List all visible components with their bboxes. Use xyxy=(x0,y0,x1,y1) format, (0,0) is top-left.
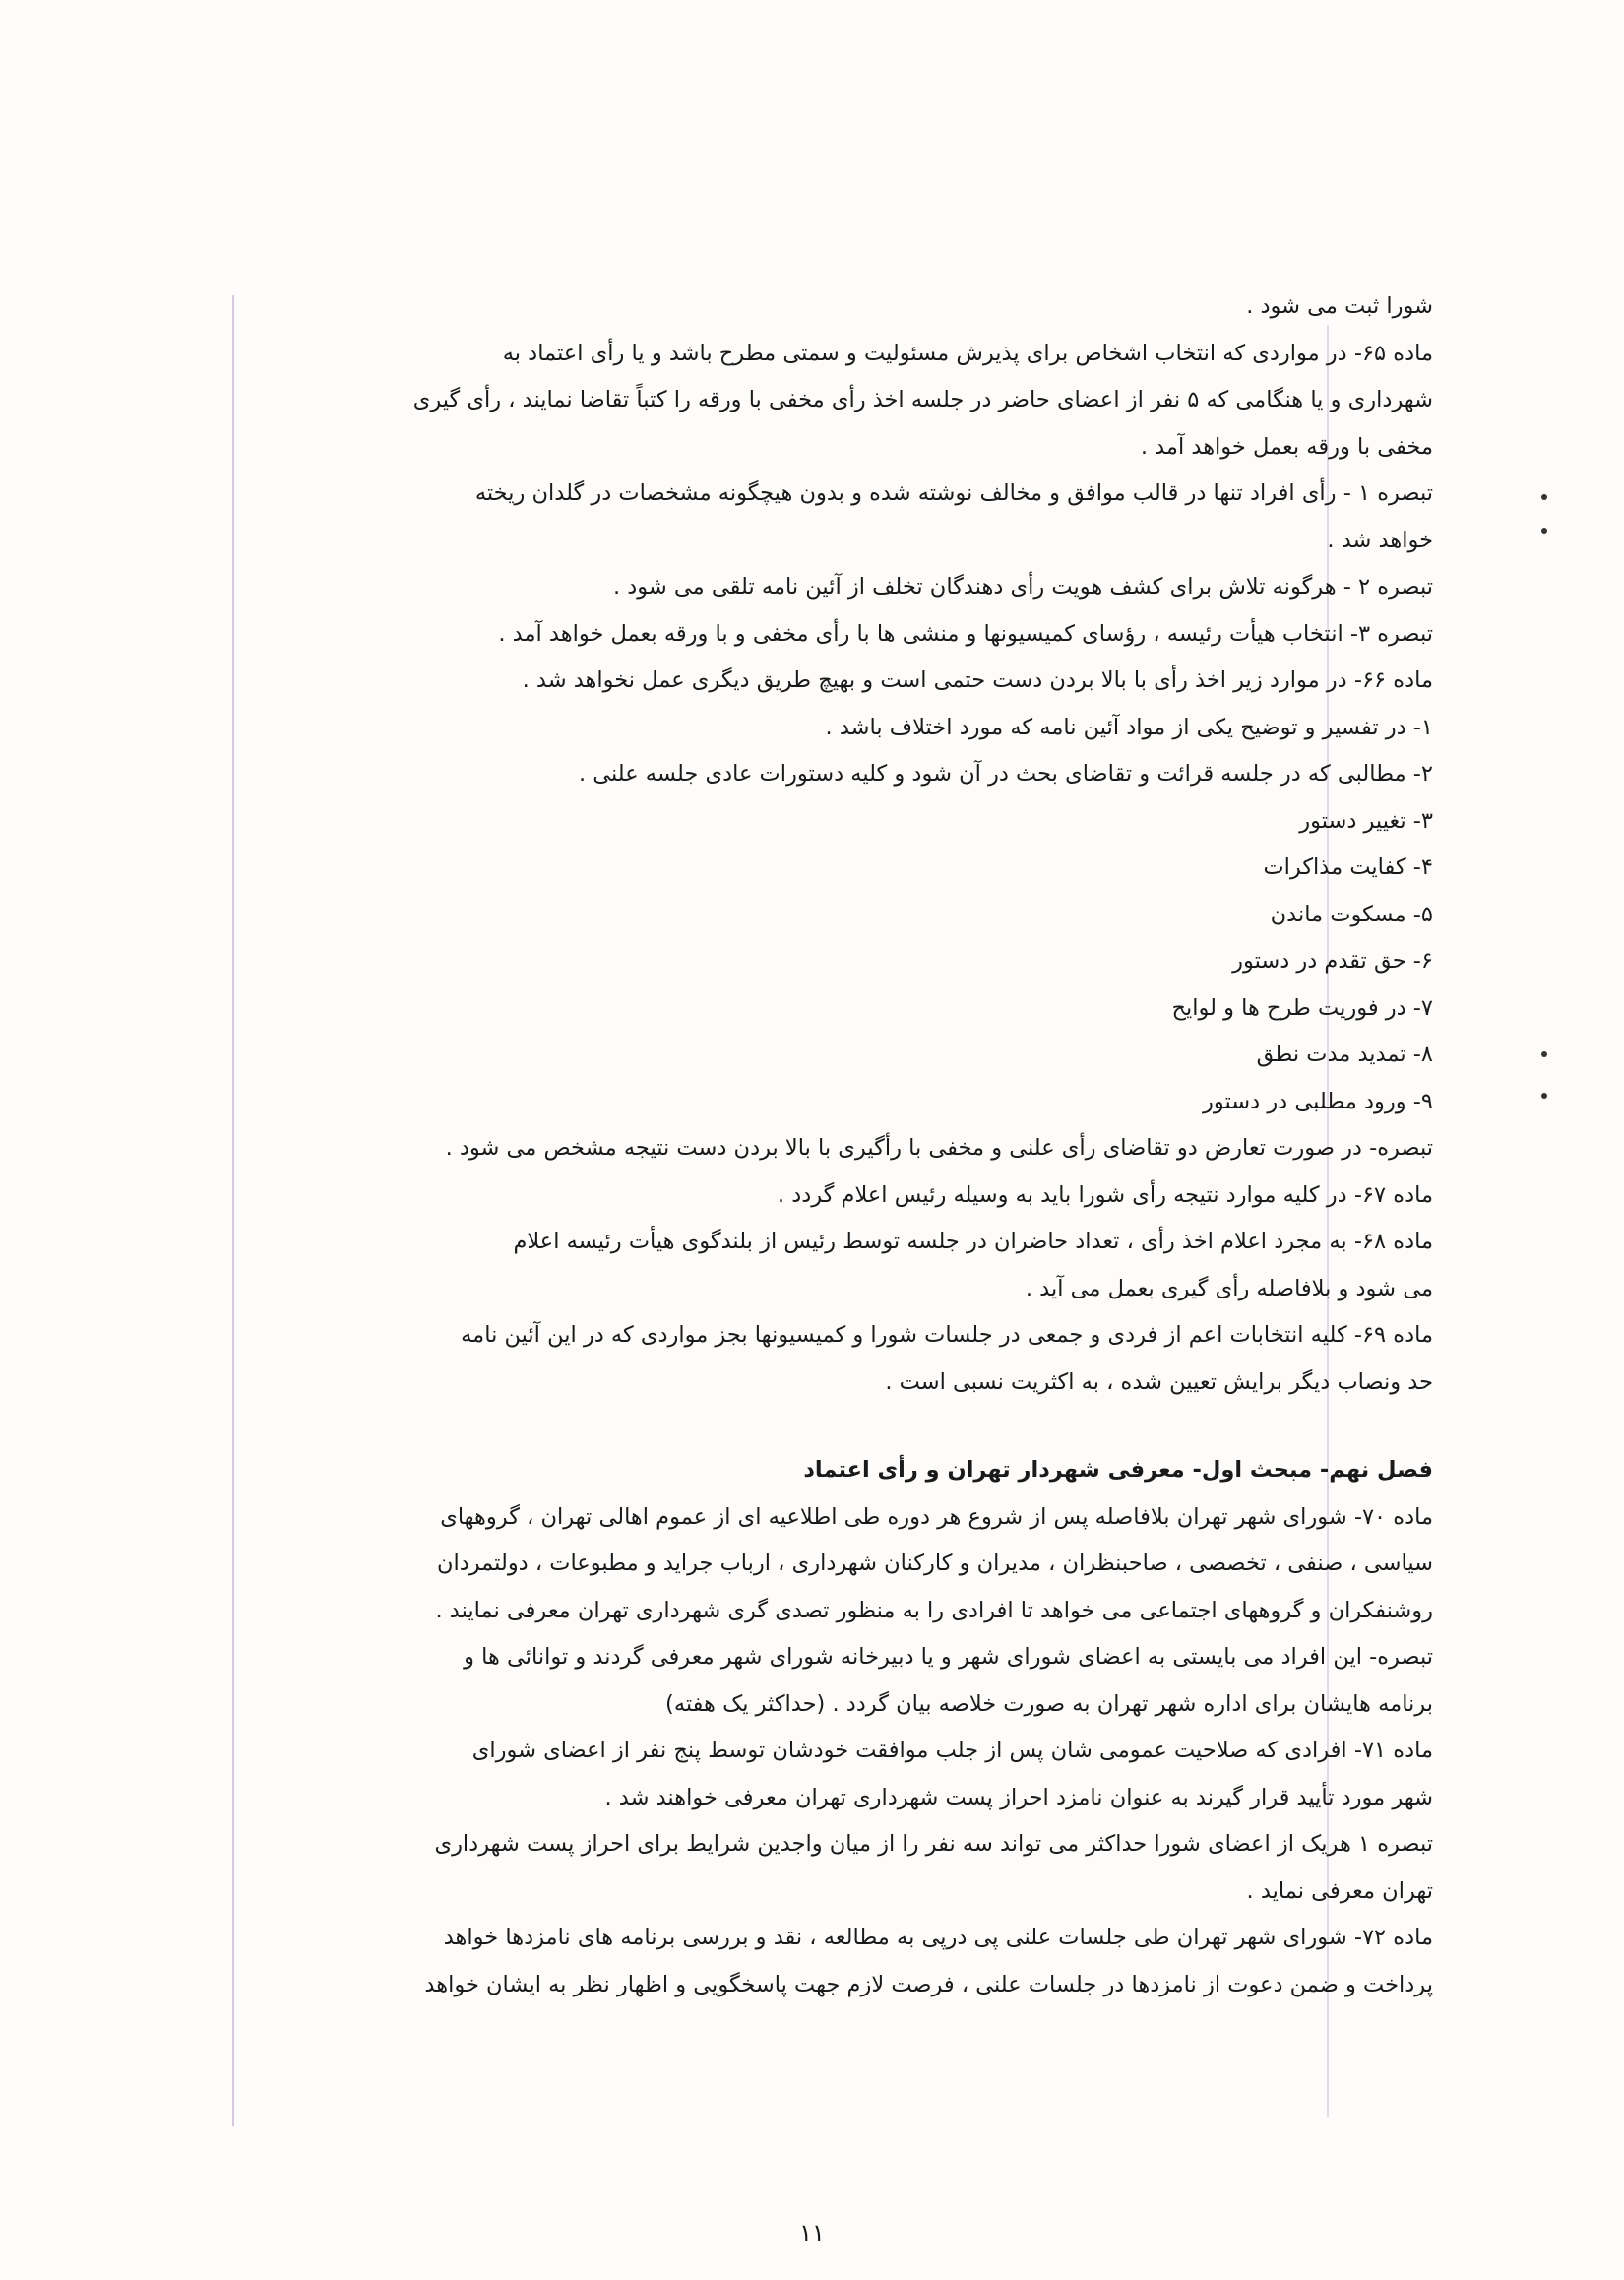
list-item: ۲- مطالبی که در جلسه قرائت و تقاضای بحث در آن شود و کلیه دستورات عادی جلسه علنی . xyxy=(578,761,1433,787)
text-line: ماده ۷۱- افرادی که صلاحیت عمومی شان پس از جلب موافقت خودشان توسط پنج نفر از اعضای شورای xyxy=(471,1738,1433,1763)
list-item: ۳- تغییر دستور xyxy=(1299,807,1433,834)
text-line: تبصره ۲ - هرگونه تلاش برای کشف هویت رأی دهندگان تخلف از آئین نامه تلقی می شود . xyxy=(612,574,1433,600)
text-line: ماده ۶۸- به مجرد اعلام اخذ رأی ، تعداد حاضران در جلسه توسط رئیس از بلندگوی هیأت رئیسه اعلام xyxy=(513,1229,1433,1254)
text-line: ماده ۷۰- شورای شهر تهران بلافاصله پس از شروع هر دوره طی اطلاعیه ای از عموم اهالی تهران ، گروههای xyxy=(440,1503,1433,1530)
text-line: سیاسی ، صنفی ، تخصصی ، صاحبنظران ، مدیران و کارکنان شهرداری ، ارباب جراید و مطبوعات ، دولتمردان xyxy=(436,1551,1433,1576)
punch-mark xyxy=(1541,528,1547,534)
text-line: مخفی با ورقه بعمل خواهد آمد . xyxy=(1140,433,1433,460)
page-number: ۱۱ xyxy=(799,2219,825,2247)
text-line: تبصره ۳- انتخاب هیأت رئیسه ، رؤسای کمیسیونها و منشی ها با رأی مخفی و با ورقه بعمل خواهد آمد . xyxy=(498,620,1433,647)
list-item: ۵- مسکوت ماندن xyxy=(1270,901,1433,927)
punch-mark xyxy=(1541,1093,1547,1099)
text-line: ماده ۶۹- کلیه انتخابات اعم از فردی و جمعی در جلسات شورا و کمیسیونها بجز مواردی که در این آئین نامه xyxy=(461,1322,1433,1348)
text-line: شهرداری و یا هنگامی که ۵ نفر از اعضای حاضر در جلسه اخذ رأی مخفی با ورقه را کتباً تقاضا نمایند ، رأی گیری xyxy=(412,387,1433,412)
text-line: روشنفکران و گروههای اجتماعی می خواهد تا افرادی را به منظور تصدی گری شهرداری تهران معرفی نمایند . xyxy=(435,1597,1433,1623)
text-line: تهران معرفی نماید . xyxy=(1246,1877,1433,1904)
text-line: شورا ثبت می شود . xyxy=(1246,293,1433,319)
body-text xyxy=(232,284,1433,2008)
section-heading: فصل نهم- مبحث اول- معرفی شهردار تهران و رأی اعتماد xyxy=(803,1457,1433,1483)
text-line: ماده ۷۲- شورای شهر تهران طی جلسات علنی پی درپی به مطالعه ، نقد و بررسی برنامه های نامزدها خواهد xyxy=(443,1925,1433,1950)
text-line: شهر مورد تأیید قرار گیرند به عنوان نامزد احراز پست شهرداری تهران معرفی خواهند شد . xyxy=(604,1784,1433,1810)
text-line: تبصره ۱ هریک از اعضای شورا حداکثر می تواند سه نفر را از میان واجدین شرایط برای احراز پست شهرداری xyxy=(434,1831,1433,1857)
list-item: ۶- حق تقدم در دستور xyxy=(1232,948,1433,974)
text-line: تبصره- در صورت تعارض دو تقاضای رأی علنی و مخفی با رأگیری با بالا بردن دست نتیجه مشخص می شود . xyxy=(445,1135,1433,1161)
text-line: ماده ۶۷- در کلیه موارد نتیجه رأی شورا باید به وسیله رئیس اعلام گردد . xyxy=(777,1181,1433,1208)
list-item: ۱- در تفسیر و توضیح یکی از مواد آئین نامه که مورد اختلاف باشد . xyxy=(825,714,1433,740)
punch-mark xyxy=(1541,494,1547,500)
text-line: ماده ۶۶- در موارد زیر اخذ رأی با بالا بردن دست حتمی است و بهیچ طریق دیگری عمل نخواهد شد . xyxy=(522,667,1433,693)
text-line: حد ونصاب دیگر برایش تعیین شده ، به اکثریت نسبی است . xyxy=(885,1368,1433,1395)
list-item: ۸- تمدید مدت نطق xyxy=(1256,1042,1433,1067)
text-line: خواهد شد . xyxy=(1327,527,1433,553)
list-item: ۴- کفایت مذاکرات xyxy=(1263,855,1433,880)
text-line: تبصره ۱ - رأی افراد تنها در قالب موافق و مخالف نوشته شده و بدون هیچگونه مشخصات در گلدان ریخته xyxy=(474,480,1433,506)
list-item: ۹- ورود مطلبی در دستور xyxy=(1203,1088,1433,1114)
text-line: می شود و بلافاصله رأی گیری بعمل می آید . xyxy=(1025,1275,1433,1301)
text-line: ماده ۶۵- در مواردی که انتخاب اشخاص برای پذیرش مسئولیت و سمتی مطرح باشد و یا رأی اعتماد به xyxy=(502,340,1433,366)
list-item: ۷- در فوریت طرح ها و لوایح xyxy=(1171,994,1433,1021)
punch-mark xyxy=(1541,1051,1547,1057)
text-line: برنامه هایشان برای اداره شهر تهران به صورت خلاصه بیان گردد . (حداکثر یک هفته) xyxy=(665,1690,1433,1717)
text-line: تبصره- این افراد می بایستی به اعضای شورای شهر و یا دبیرخانه شورای شهر معرفی گردند و توانائی ها و xyxy=(464,1644,1433,1670)
text-line: پرداخت و ضمن دعوت از نامزدها در جلسات علنی ، فرصت لازم جهت پاسخگویی و اظهار نظر به ایشان خواهد xyxy=(424,1971,1433,1997)
